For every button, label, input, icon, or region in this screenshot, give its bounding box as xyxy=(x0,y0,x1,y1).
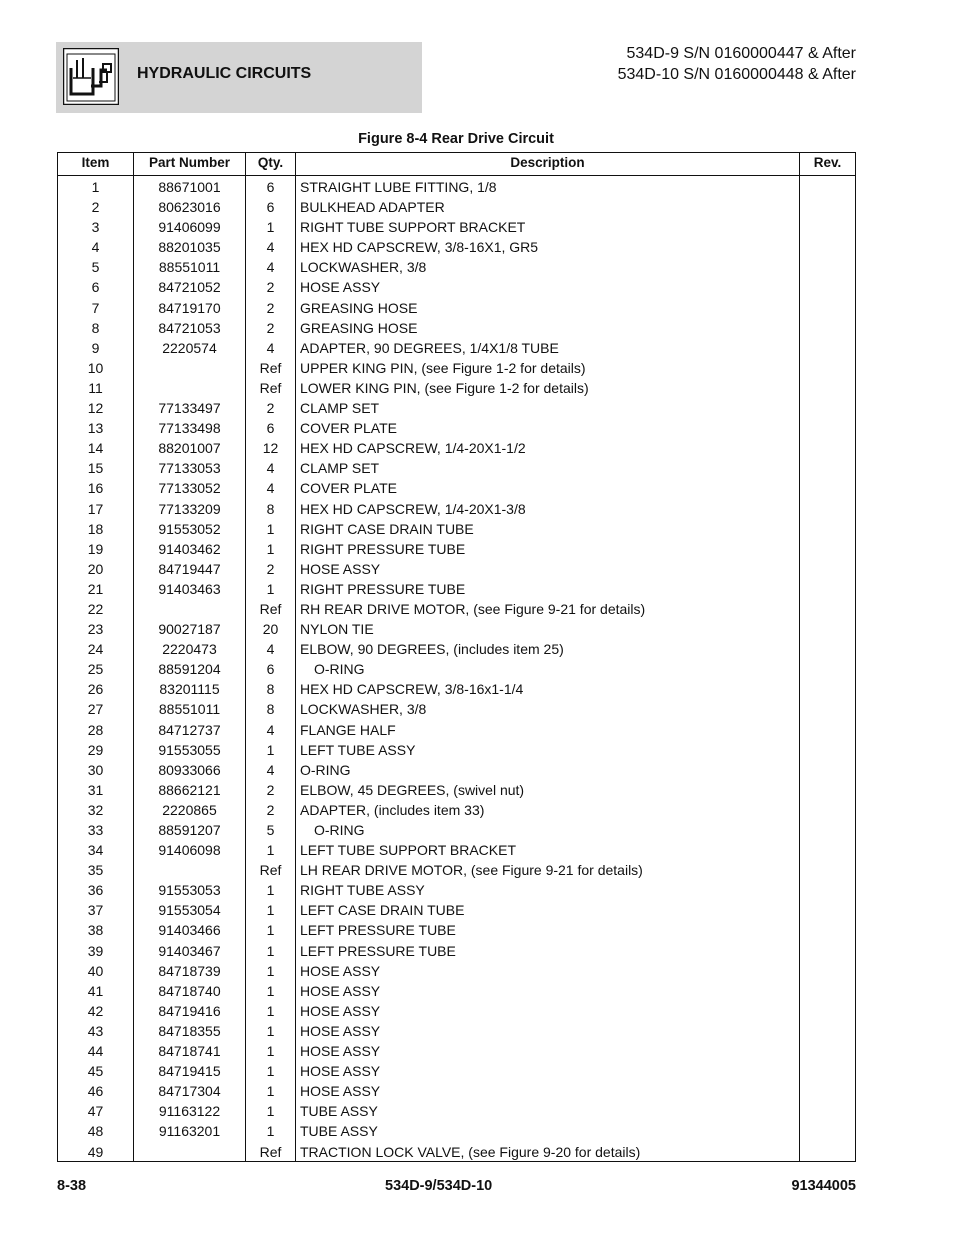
cell-qty: Ref xyxy=(259,359,282,376)
cell-part-number: 88671001 xyxy=(158,179,221,195)
cell-part-number: 84718740 xyxy=(158,982,221,999)
cell-qty: 2 xyxy=(266,279,275,296)
cell-part-number: 91403462 xyxy=(158,540,221,557)
cell-part-number: 91553053 xyxy=(158,882,221,899)
cell-part-number: 84719416 xyxy=(158,1002,221,1019)
cell-item: 29 xyxy=(87,741,104,758)
table-row xyxy=(58,639,855,659)
cell-description: ELBOW, 90 DEGREES, (includes item 25) xyxy=(300,641,564,658)
cell-part-number: 91406099 xyxy=(158,219,221,236)
cell-qty: 4 xyxy=(266,480,275,497)
cell-qty: 1 xyxy=(266,982,275,999)
cell-item: 2 xyxy=(91,199,100,216)
cell-part-number: 2220865 xyxy=(162,801,217,818)
cell-qty: 5 xyxy=(266,822,275,838)
table-row xyxy=(58,1061,855,1081)
cell-item: 47 xyxy=(87,1103,104,1120)
serial-line-1: 534D-9 S/N 0160000447 & After xyxy=(626,45,856,62)
cell-description: COVER PLATE xyxy=(300,480,397,497)
table-row xyxy=(58,559,855,579)
cell-item: 20 xyxy=(87,560,104,577)
column-header-item: Item xyxy=(81,155,110,170)
cell-description: GREASING HOSE xyxy=(300,299,418,316)
cell-description: HOSE ASSY xyxy=(300,982,381,999)
cell-qty: 2 xyxy=(266,319,275,336)
table-row xyxy=(58,318,855,338)
cell-description: RIGHT TUBE SUPPORT BRACKET xyxy=(300,219,526,236)
table-row xyxy=(58,277,855,297)
cell-qty: 8 xyxy=(266,500,275,517)
table-row xyxy=(58,358,855,378)
cell-part-number: 91403466 xyxy=(158,922,221,939)
cell-part-number: 84719447 xyxy=(158,560,221,577)
cell-part-number: 88662121 xyxy=(158,781,221,798)
cell-description: O-RING xyxy=(314,661,365,678)
cell-item: 8 xyxy=(91,319,100,336)
cell-item: 24 xyxy=(87,641,104,658)
cell-qty: 1 xyxy=(266,741,275,758)
cell-qty: 6 xyxy=(266,661,275,678)
cell-item: 46 xyxy=(87,1083,104,1100)
cell-description: HOSE ASSY xyxy=(300,1022,381,1039)
cell-qty: 8 xyxy=(266,681,275,698)
table-row xyxy=(58,1101,855,1121)
cell-description: HOSE ASSY xyxy=(300,1043,381,1060)
cell-qty: 4 xyxy=(266,641,275,658)
cell-item: 10 xyxy=(87,359,104,376)
cell-description: ADAPTER, 90 DEGREES, 1/4X1/8 TUBE xyxy=(300,339,559,356)
cell-qty: 1 xyxy=(266,219,275,236)
cell-qty: 6 xyxy=(266,179,275,195)
cell-item: 6 xyxy=(91,279,100,296)
cell-description: HEX HD CAPSCREW, 1/4-20X1-1/2 xyxy=(300,440,526,457)
cell-qty: 2 xyxy=(266,801,275,818)
cell-description: FLANGE HALF xyxy=(300,721,396,738)
cell-part-number: 88201007 xyxy=(158,440,221,457)
cell-item: 3 xyxy=(91,219,100,236)
cell-qty: 2 xyxy=(266,400,275,417)
cell-item: 38 xyxy=(87,922,104,939)
cell-qty: 1 xyxy=(266,1103,275,1120)
table-row xyxy=(58,920,855,940)
table-row xyxy=(58,1081,855,1101)
cell-qty: 1 xyxy=(266,540,275,557)
table-row xyxy=(58,298,855,318)
cell-item: 22 xyxy=(87,600,104,617)
cell-part-number: 77133053 xyxy=(158,460,221,477)
table-row xyxy=(58,599,855,619)
table-row xyxy=(58,619,855,639)
cell-item: 44 xyxy=(87,1043,104,1060)
cell-description: TUBE ASSY xyxy=(300,1123,378,1140)
cell-qty: 1 xyxy=(266,962,275,979)
cell-description: LEFT TUBE SUPPORT BRACKET xyxy=(300,842,517,859)
cell-part-number: 83201115 xyxy=(159,681,220,698)
cell-description: NYLON TIE xyxy=(300,621,374,638)
cell-qty: 1 xyxy=(266,520,275,537)
cell-description: UPPER KING PIN, (see Figure 1-2 for details) xyxy=(300,359,586,376)
table-row xyxy=(58,780,855,800)
cell-item: 32 xyxy=(87,801,104,818)
table-row xyxy=(58,941,855,961)
cell-item: 1 xyxy=(91,179,100,195)
column-header-rev: Rev. xyxy=(813,155,842,170)
cell-part-number: 91553052 xyxy=(158,520,221,537)
cell-part-number: 77133498 xyxy=(158,420,221,437)
table-row xyxy=(58,679,855,699)
table-row xyxy=(58,1142,855,1162)
cell-item: 27 xyxy=(87,701,104,718)
table-row xyxy=(58,338,855,358)
cell-part-number: 88201035 xyxy=(158,239,221,256)
cell-part-number: 84718741 xyxy=(158,1043,221,1060)
table-row xyxy=(58,237,855,257)
cell-description: LOCKWASHER, 3/8 xyxy=(300,259,427,276)
cell-item: 39 xyxy=(87,942,104,959)
cell-qty: 6 xyxy=(266,199,275,216)
table-row xyxy=(58,800,855,820)
cell-qty: 1 xyxy=(266,942,275,959)
cell-item: 43 xyxy=(87,1022,104,1039)
cell-part-number: 91553055 xyxy=(158,741,221,758)
cell-description: HOSE ASSY xyxy=(300,1002,381,1019)
cell-item: 23 xyxy=(87,621,104,638)
cell-part-number: 84719170 xyxy=(158,299,221,316)
cell-description: TRACTION LOCK VALVE, (see Figure 9-20 for details) xyxy=(300,1143,641,1160)
table-row xyxy=(58,438,855,458)
cell-part-number: 90027187 xyxy=(158,621,221,638)
cell-description: HOSE ASSY xyxy=(300,560,381,577)
cell-qty: 8 xyxy=(266,701,275,718)
cell-description: CLAMP SET xyxy=(300,400,380,417)
cell-qty: 1 xyxy=(266,1002,275,1019)
cell-description: LEFT PRESSURE TUBE xyxy=(300,922,456,939)
table-row xyxy=(58,720,855,740)
hydraulic-reservoir-icon xyxy=(63,48,119,105)
cell-part-number: 77133209 xyxy=(158,500,221,517)
table-row xyxy=(58,820,855,840)
cell-part-number: 84718739 xyxy=(158,962,221,979)
cell-item: 21 xyxy=(87,580,104,597)
cell-part-number: 84717304 xyxy=(158,1083,221,1100)
table-row xyxy=(58,961,855,981)
cell-part-number: 84718355 xyxy=(158,1022,221,1039)
cell-item: 35 xyxy=(87,862,104,879)
cell-part-number: 91553054 xyxy=(158,902,221,919)
table-row xyxy=(58,900,855,920)
cell-part-number: 80933066 xyxy=(158,761,221,778)
cell-description: HOSE ASSY xyxy=(300,1063,381,1080)
cell-part-number: 84712737 xyxy=(158,721,221,738)
document-number: 91344005 xyxy=(791,1178,856,1194)
cell-description: HEX HD CAPSCREW, 3/8-16X1, GR5 xyxy=(300,239,539,256)
cell-part-number: 77133497 xyxy=(158,400,221,417)
cell-qty: 1 xyxy=(266,902,275,919)
table-row xyxy=(58,197,855,217)
table-row xyxy=(58,699,855,719)
cell-qty: Ref xyxy=(259,1143,282,1160)
table-row xyxy=(58,860,855,880)
cell-qty: 1 xyxy=(266,1123,275,1140)
table-row xyxy=(58,840,855,860)
cell-item: 13 xyxy=(87,420,104,437)
cell-part-number: 2220574 xyxy=(162,339,217,356)
cell-part-number: 91163201 xyxy=(158,1123,221,1140)
table-row xyxy=(58,1041,855,1061)
cell-item: 36 xyxy=(87,882,104,899)
table-row xyxy=(58,1121,855,1141)
cell-qty: 2 xyxy=(266,299,275,316)
table-row xyxy=(58,519,855,539)
cell-description: ADAPTER, (includes item 33) xyxy=(300,801,485,818)
table-row xyxy=(58,760,855,780)
cell-item: 34 xyxy=(87,842,104,859)
table-row xyxy=(58,217,855,237)
cell-item: 15 xyxy=(87,460,104,477)
cell-description: BULKHEAD ADAPTER xyxy=(300,199,445,216)
cell-item: 45 xyxy=(87,1063,104,1080)
table-body xyxy=(58,176,855,1162)
table-row xyxy=(58,659,855,679)
cell-part-number: 91163122 xyxy=(158,1103,221,1120)
table-row xyxy=(58,418,855,438)
cell-qty: 20 xyxy=(262,621,279,638)
cell-description: RIGHT CASE DRAIN TUBE xyxy=(300,520,474,537)
table-row xyxy=(58,880,855,900)
cell-item: 33 xyxy=(87,822,104,838)
table-row xyxy=(58,257,855,277)
cell-description: RIGHT PRESSURE TUBE xyxy=(300,540,466,557)
table-row xyxy=(58,579,855,599)
cell-part-number: 77133052 xyxy=(158,480,221,497)
cell-item: 16 xyxy=(87,480,104,497)
cell-part-number: 84719415 xyxy=(158,1063,221,1080)
cell-description: O-RING xyxy=(314,822,365,838)
cell-item: 14 xyxy=(87,440,104,457)
cell-description: COVER PLATE xyxy=(300,420,397,437)
cell-part-number: 88591204 xyxy=(158,661,221,678)
cell-part-number: 88591207 xyxy=(158,822,221,838)
cell-description: CLAMP SET xyxy=(300,460,380,477)
cell-part-number: 91403467 xyxy=(158,942,221,959)
cell-description: RIGHT TUBE ASSY xyxy=(300,882,425,899)
cell-description: HEX HD CAPSCREW, 3/8-16x1-1/4 xyxy=(300,681,524,698)
cell-qty: 1 xyxy=(266,922,275,939)
cell-qty: 1 xyxy=(266,882,275,899)
figure-title: Figure 8-4 Rear Drive Circuit xyxy=(358,131,554,147)
cell-part-number: 91403463 xyxy=(158,580,221,597)
table-row xyxy=(58,458,855,478)
cell-qty: 4 xyxy=(266,460,275,477)
cell-item: 28 xyxy=(87,721,104,738)
cell-qty: Ref xyxy=(259,862,282,879)
table-row xyxy=(58,1001,855,1021)
page-number: 8-38 xyxy=(57,1178,87,1194)
cell-qty: 4 xyxy=(266,259,275,276)
cell-item: 49 xyxy=(87,1143,104,1160)
cell-qty: 1 xyxy=(266,842,275,859)
cell-qty: Ref xyxy=(259,379,282,396)
cell-qty: 1 xyxy=(266,1083,275,1100)
cell-item: 12 xyxy=(87,400,104,417)
cell-part-number: 88551011 xyxy=(158,259,221,276)
cell-description: HOSE ASSY xyxy=(300,1083,381,1100)
cell-part-number: 80623016 xyxy=(158,199,221,216)
cell-item: 42 xyxy=(87,1002,104,1019)
cell-description: LOWER KING PIN, (see Figure 1-2 for details) xyxy=(300,379,589,396)
cell-qty: Ref xyxy=(259,600,282,617)
cell-qty: 2 xyxy=(266,781,275,798)
cell-item: 41 xyxy=(87,982,104,999)
cell-description: LEFT TUBE ASSY xyxy=(300,741,416,758)
cell-qty: 4 xyxy=(266,761,275,778)
cell-item: 40 xyxy=(87,962,104,979)
cell-description: TUBE ASSY xyxy=(300,1103,378,1120)
column-header-qty: Qty. xyxy=(257,155,284,170)
cell-item: 25 xyxy=(87,661,104,678)
cell-item: 37 xyxy=(87,902,104,919)
cell-qty: 12 xyxy=(262,440,279,457)
table-row xyxy=(58,177,855,197)
cell-description: O-RING xyxy=(300,761,351,778)
cell-description: LEFT CASE DRAIN TUBE xyxy=(300,902,465,919)
column-header-description: Description xyxy=(510,155,585,170)
cell-qty: 1 xyxy=(266,1022,275,1039)
cell-item: 9 xyxy=(91,339,100,356)
model-label: 534D-9/534D-10 xyxy=(385,1178,493,1194)
table-row xyxy=(58,740,855,760)
table-row xyxy=(58,398,855,418)
cell-item: 19 xyxy=(87,540,104,557)
cell-description: LEFT PRESSURE TUBE xyxy=(300,942,456,959)
cell-item: 26 xyxy=(87,681,104,698)
table-row xyxy=(58,478,855,498)
parts-table xyxy=(57,152,856,1162)
cell-qty: 4 xyxy=(266,239,275,256)
cell-item: 30 xyxy=(87,761,104,778)
cell-qty: 4 xyxy=(266,339,275,356)
cell-description: RIGHT PRESSURE TUBE xyxy=(300,580,466,597)
cell-item: 48 xyxy=(87,1123,104,1140)
cell-item: 4 xyxy=(91,239,100,256)
cell-part-number: 84721053 xyxy=(158,319,221,336)
cell-description: HOSE ASSY xyxy=(300,962,381,979)
cell-part-number: 84721052 xyxy=(158,279,221,296)
cell-description: HOSE ASSY xyxy=(300,279,381,296)
table-row xyxy=(58,378,855,398)
cell-part-number: 88551011 xyxy=(158,701,221,718)
cell-qty: 1 xyxy=(266,1063,275,1080)
cell-description: LOCKWASHER, 3/8 xyxy=(300,701,427,718)
cell-description: GREASING HOSE xyxy=(300,319,418,336)
cell-item: 11 xyxy=(88,379,103,396)
cell-qty: 6 xyxy=(266,420,275,437)
cell-item: 5 xyxy=(91,259,100,276)
cell-description: LH REAR DRIVE MOTOR, (see Figure 9-21 for details) xyxy=(300,862,643,879)
cell-item: 18 xyxy=(87,520,104,537)
cell-description: RH REAR DRIVE MOTOR, (see Figure 9-21 for details) xyxy=(300,600,646,617)
column-header-part-number: Part Number xyxy=(148,155,231,170)
table-row xyxy=(58,539,855,559)
table-row xyxy=(58,499,855,519)
section-title: HYDRAULIC CIRCUITS xyxy=(137,65,312,82)
cell-part-number: 91406098 xyxy=(158,842,221,859)
cell-description: HEX HD CAPSCREW, 1/4-20X1-3/8 xyxy=(300,500,526,517)
cell-item: 17 xyxy=(87,500,104,517)
table-header xyxy=(58,153,855,176)
cell-qty: 2 xyxy=(266,560,275,577)
cell-description: ELBOW, 45 DEGREES, (swivel nut) xyxy=(300,781,525,798)
cell-part-number: 2220473 xyxy=(162,641,217,658)
cell-qty: 4 xyxy=(266,721,275,738)
cell-item: 31 xyxy=(87,781,104,798)
cell-qty: 1 xyxy=(266,1043,275,1060)
table-row xyxy=(58,1021,855,1041)
cell-qty: 1 xyxy=(266,580,275,597)
serial-numbers xyxy=(618,43,856,85)
serial-line-2: 534D-10 S/N 0160000448 & After xyxy=(617,66,856,83)
table-row xyxy=(58,981,855,1001)
cell-item: 7 xyxy=(91,299,100,316)
cell-description: STRAIGHT LUBE FITTING, 1/8 xyxy=(300,179,497,195)
